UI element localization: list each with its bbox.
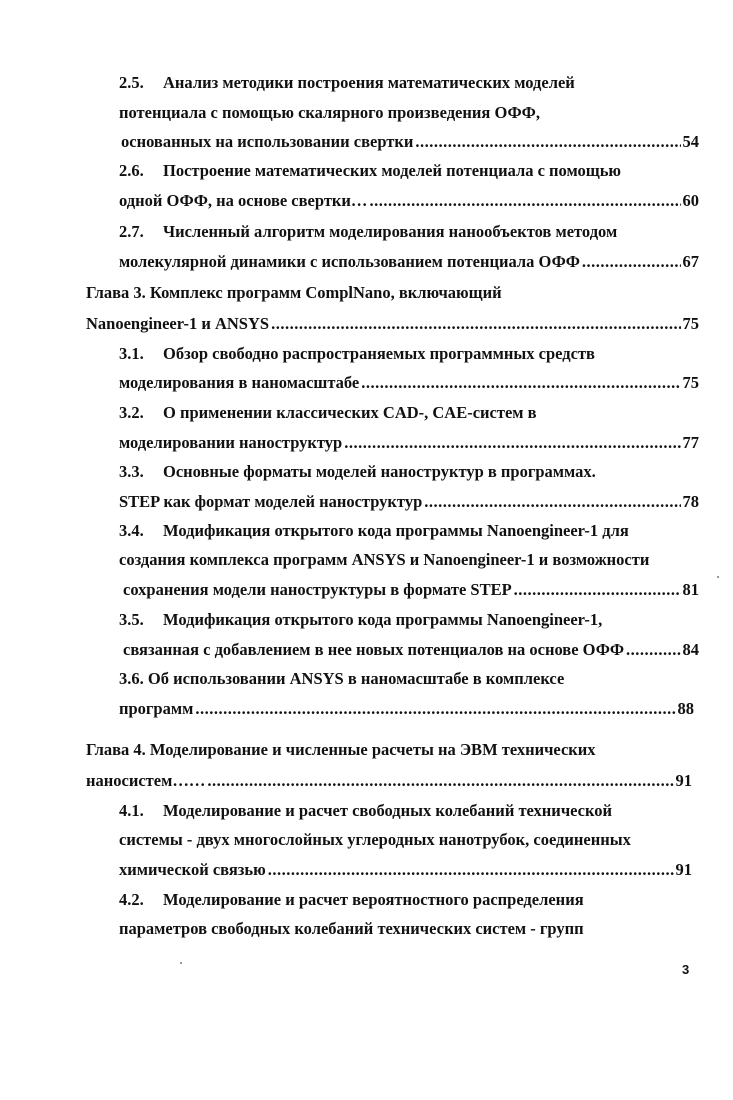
toc-page-number: 91 xyxy=(675,860,692,879)
toc-entry-text: Моделирование и расчет свободных колебаний технической xyxy=(163,801,613,820)
toc-entry-text: химической связью xyxy=(119,860,266,879)
toc-entry-number: 3.5. xyxy=(119,610,144,629)
toc-page-number: 81 xyxy=(682,580,699,599)
toc-entry-number: 4.2. xyxy=(119,890,144,909)
toc-chapter-3-last-line[interactable] xyxy=(86,313,699,335)
toc-entry-3-5-last-line[interactable] xyxy=(123,639,699,661)
dot-leader xyxy=(369,190,680,212)
dot-leader xyxy=(361,372,680,394)
toc-chapter-3-title[interactable] xyxy=(86,282,502,304)
toc-entry-text: молекулярной динамики с использованием потенциала ОФФ xyxy=(119,252,580,271)
toc-entry-text: параметров свободных колебаний технических систем - групп xyxy=(119,919,584,938)
toc-entry-text: Анализ методики построения математических моделей xyxy=(163,73,575,92)
toc-entry-4-1-line2 xyxy=(119,829,631,851)
toc-entry-2-7-title[interactable] xyxy=(119,221,617,243)
toc-chapter-text: Глава 4. Моделирование и численные расчеты на ЭВМ технических xyxy=(86,740,596,759)
scan-speck xyxy=(180,962,182,964)
dot-leader xyxy=(582,251,681,273)
toc-page-number: 78 xyxy=(682,492,699,511)
toc-entry-3-3-last-line[interactable] xyxy=(119,491,699,513)
toc-page-number: 54 xyxy=(682,132,699,151)
toc-entry-3-4-title[interactable] xyxy=(119,520,629,542)
toc-entry-text: Обзор свободно распространяемых программных средств xyxy=(163,344,595,363)
dot-leader xyxy=(415,131,680,153)
toc-chapter-text: Nanoengineer-1 и ANSYS xyxy=(86,314,270,333)
toc-entry-text: моделирования в наномасштабе xyxy=(119,373,360,392)
dot-leader xyxy=(268,859,674,881)
toc-entry-3-4-last-line[interactable] xyxy=(123,579,699,601)
toc-page-number: 91 xyxy=(675,771,692,790)
toc-entry-text: Построение математических моделей потенциала с помощью xyxy=(163,161,622,180)
toc-entry-text: Моделирование и расчет вероятностного распределения xyxy=(163,890,584,909)
toc-entry-text: Модификация открытого кода программы Nanoengineer-1 для xyxy=(163,521,629,540)
toc-entry-4-1-last-line[interactable] xyxy=(119,859,692,881)
toc-entry-text: создания комплекса программ ANSYS и Nanoengineer-1 и возможности xyxy=(119,550,650,569)
toc-entry-text: Численный алгоритм моделирования нанообъектов методом xyxy=(163,222,618,241)
toc-page-number: 75 xyxy=(682,373,699,392)
toc-chapter-4-last-line[interactable] xyxy=(86,770,692,792)
toc-chapter-4-title[interactable] xyxy=(86,739,596,761)
toc-entry-text: одной ОФФ, на основе свертки… xyxy=(119,191,368,210)
toc-entry-3-3-title[interactable] xyxy=(119,461,596,483)
toc-entry-2-6-title[interactable] xyxy=(119,160,621,182)
toc-entry-number: 2.5. xyxy=(119,73,144,92)
toc-entry-text: STEP как формат моделей наноструктур xyxy=(119,492,423,511)
toc-page-number: 75 xyxy=(682,314,699,333)
dot-leader xyxy=(271,313,680,335)
toc-entry-text: 3.6. Об использовании ANSYS в наномасштабе в комплексе xyxy=(119,669,565,688)
toc-entry-3-6-last-line[interactable] xyxy=(119,698,694,720)
scan-speck xyxy=(717,576,719,578)
toc-chapter-text: наносистем…… xyxy=(86,771,206,790)
toc-page-number: 77 xyxy=(682,433,699,452)
dot-leader xyxy=(626,639,680,661)
toc-entry-number: 3.4. xyxy=(119,521,144,540)
toc-entry-text: О применении классических CAD-, CAE-систем в xyxy=(163,403,537,422)
dot-leader xyxy=(514,579,681,601)
toc-entry-2-5-title[interactable] xyxy=(119,72,575,94)
toc-page-number: 88 xyxy=(677,699,694,718)
toc-entry-4-2-title[interactable] xyxy=(119,889,584,911)
toc-entry-text: потенциала с помощью скалярного произведения ОФФ, xyxy=(119,103,540,122)
toc-entry-text: программ xyxy=(119,699,194,718)
toc-entry-4-1-title[interactable] xyxy=(119,800,612,822)
toc-entry-3-1-last-line[interactable] xyxy=(119,372,699,394)
toc-entry-4-2-line2 xyxy=(119,918,584,940)
toc-entry-number: 2.6. xyxy=(119,161,144,180)
toc-entry-text: сохранения модели наноструктуры в формате STEP xyxy=(123,580,512,599)
page-number: 3 xyxy=(682,962,690,977)
toc-entry-text: моделировании наноструктур xyxy=(119,433,343,452)
toc-entry-2-7-last-line[interactable] xyxy=(119,251,699,273)
toc-entry-2-6-last-line[interactable] xyxy=(119,190,699,212)
toc-entry-2-5-last-line[interactable] xyxy=(121,131,699,153)
dot-leader xyxy=(424,491,680,513)
dot-leader xyxy=(344,432,680,454)
toc-entry-3-2-title[interactable] xyxy=(119,402,537,424)
toc-entry-number: 2.7. xyxy=(119,222,144,241)
toc-page-number: 67 xyxy=(682,252,699,271)
toc-entry-3-5-title[interactable] xyxy=(119,609,602,631)
toc-entry-number: 4.1. xyxy=(119,801,144,820)
toc-entry-text: Модификация открытого кода программы Nanoengineer-1, xyxy=(163,610,603,629)
toc-entry-text: связанная с добавлением в нее новых потенциалов на основе ОФФ xyxy=(123,640,625,659)
dot-leader xyxy=(207,770,673,792)
toc-entry-3-2-last-line[interactable] xyxy=(119,432,699,454)
dot-leader xyxy=(195,698,675,720)
toc-page-number: 84 xyxy=(682,640,699,659)
toc-entry-3-1-title[interactable] xyxy=(119,343,595,365)
toc-entry-2-5-line2 xyxy=(119,102,540,124)
toc-entry-3-6-title[interactable] xyxy=(119,668,564,690)
toc-entry-text: Основные форматы моделей наноструктур в программах. xyxy=(163,462,596,481)
toc-page-number: 60 xyxy=(682,191,699,210)
toc-entry-number: 3.1. xyxy=(119,344,144,363)
toc-entry-text: системы - двух многослойных углеродных нанотрубок, соединенных xyxy=(119,830,631,849)
toc-chapter-text: Глава 3. Комплекс программ ComplNano, включающий xyxy=(86,283,502,302)
toc-entry-number: 3.3. xyxy=(119,462,144,481)
toc-entry-3-4-line2 xyxy=(119,549,649,571)
toc-entry-text: основанных на использовании свертки xyxy=(121,132,414,151)
toc-entry-number: 3.2. xyxy=(119,403,144,422)
